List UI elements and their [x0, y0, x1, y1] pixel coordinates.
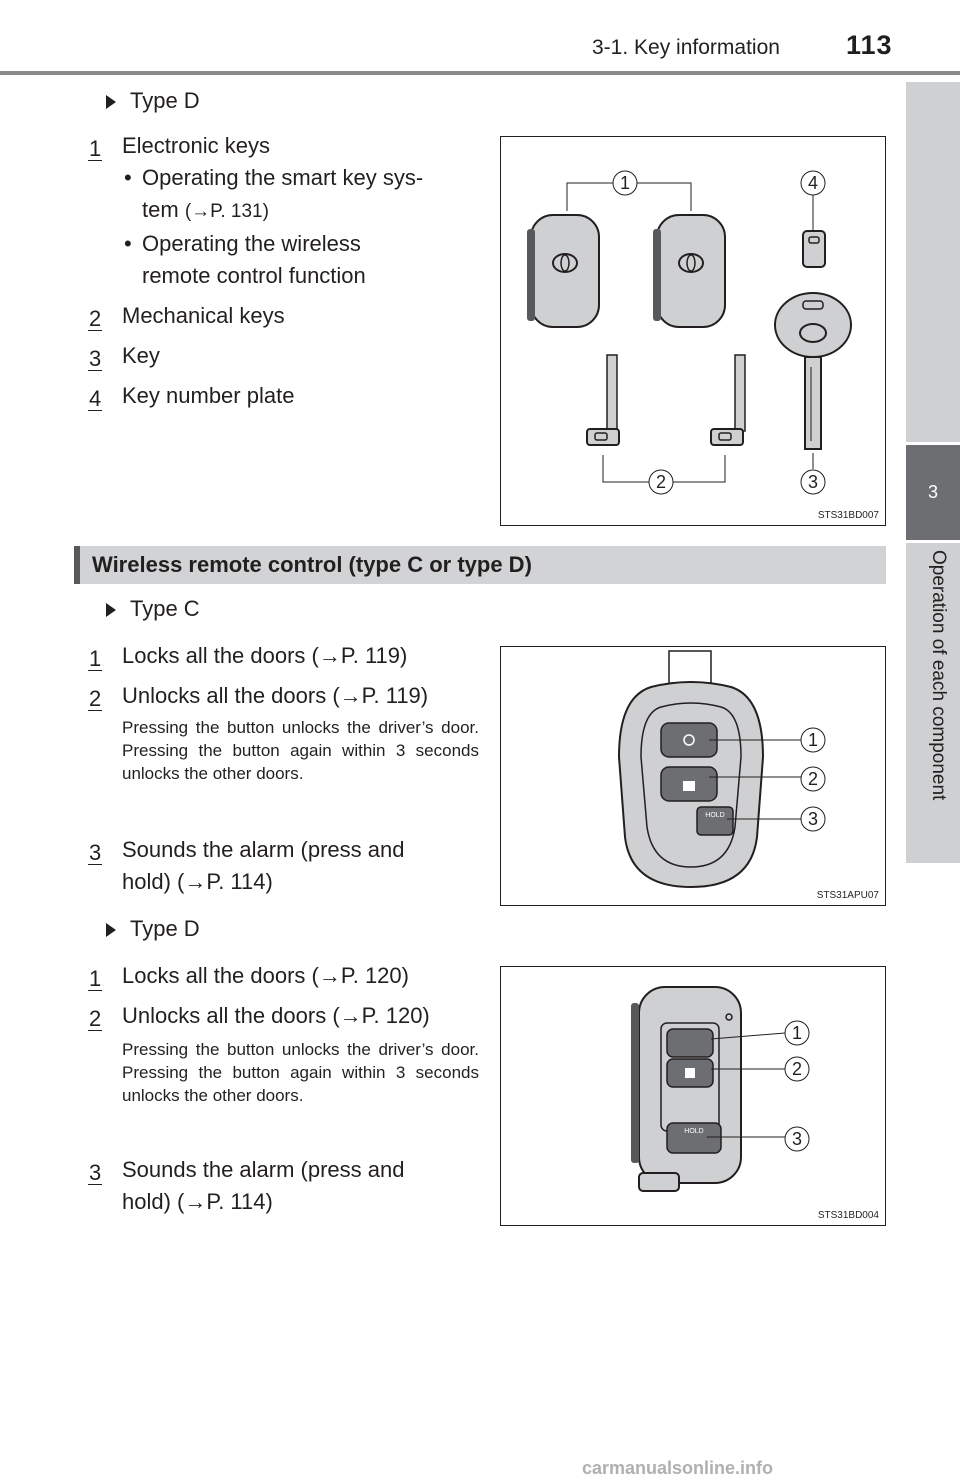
key	[775, 293, 851, 449]
header-section-title: 3-1. Key information	[592, 36, 780, 59]
svg-text:2: 2	[807, 769, 819, 789]
mechanical-key-left	[587, 355, 619, 445]
item-text: Key	[122, 343, 160, 368]
item-number: 1	[89, 136, 102, 161]
svg-text:1: 1	[791, 1023, 803, 1043]
section-title: Wireless remote control (type C or type D)	[92, 552, 532, 577]
type-d-remote-heading: Type D	[106, 916, 200, 942]
watermark: carmanualsonline.info	[582, 1458, 774, 1478]
item-number: 4	[89, 386, 102, 411]
svg-text:3: 3	[807, 809, 819, 829]
svg-text:2: 2	[791, 1059, 803, 1079]
item-number: 2	[89, 1006, 102, 1031]
smart-key-right	[653, 215, 725, 327]
callout-1	[785, 1021, 809, 1045]
item-number: 2	[89, 686, 102, 711]
callout-3	[801, 807, 825, 831]
side-tab-label: Operation of each component	[928, 550, 949, 801]
figure-code: STS31BD004	[817, 1210, 879, 1221]
mechanical-key-right	[711, 355, 745, 445]
callout-3	[801, 470, 825, 494]
smart-key-left	[527, 215, 599, 327]
item-text: Locks all the doors (→P. 119)	[122, 643, 408, 668]
svg-text:1: 1	[619, 173, 631, 193]
item-number: 1	[89, 646, 102, 671]
item-number: 3	[89, 346, 102, 371]
type-c-heading: Type C	[106, 596, 200, 622]
figure-code: STS31BD007	[817, 510, 879, 521]
svg-text:3: 3	[807, 472, 819, 492]
triangle-bullet-icon	[106, 603, 116, 617]
item-text: Unlocks all the doors (→P. 120)	[122, 1003, 430, 1028]
item-text: Locks all the doors (→P. 120)	[122, 963, 409, 988]
callout-3	[785, 1127, 809, 1151]
svg-text:HOLD: HOLD	[705, 812, 725, 819]
svg-text:3: 3	[791, 1129, 803, 1149]
header-rule	[0, 71, 960, 75]
callout-1	[613, 171, 637, 195]
item-number: 3	[89, 840, 102, 865]
callout-1	[801, 728, 825, 752]
figure-code: STS31APU07	[816, 890, 879, 901]
type-d-remote-illustration	[501, 967, 885, 1225]
item-text: Sounds the alarm (press and hold) (→P. 114)	[122, 1157, 405, 1214]
svg-text:2: 2	[655, 472, 667, 492]
item-number: 2	[89, 306, 102, 331]
sub-item: • Operating the wireless remote control function	[124, 231, 366, 288]
remote-d-body	[631, 987, 741, 1191]
side-tab-upper	[906, 82, 960, 442]
remote-c-body	[619, 651, 763, 887]
svg-text:HOLD: HOLD	[684, 1128, 704, 1135]
callout-2	[785, 1057, 809, 1081]
note-text: Pressing the button unlocks the driver’s door. Pressing the button again within 3 seconds unlocks the other doors.	[122, 718, 479, 783]
side-tab-chapter-number: 3	[906, 445, 960, 540]
section-heading-bar	[74, 546, 886, 584]
key-number-plate	[803, 231, 825, 267]
type-d-remote-figure	[500, 966, 886, 1226]
keys-figure	[500, 136, 886, 526]
type-c-remote-illustration	[501, 647, 885, 905]
item-text: Unlocks all the doors (→P. 119)	[122, 683, 429, 708]
section-bar-edge	[74, 546, 80, 584]
page-number: 113	[846, 30, 893, 60]
callout-2	[649, 470, 673, 494]
callout-2	[801, 767, 825, 791]
item-text: Key number plate	[122, 383, 295, 408]
note-text: Pressing the button unlocks the driver’s door. Pressing the button again within 3 seconds unlocks the other doors.	[122, 1040, 479, 1105]
callout-4	[801, 171, 825, 195]
triangle-bullet-icon	[106, 923, 116, 937]
item-text: Electronic keys	[122, 133, 270, 158]
item-text: Sounds the alarm (press and hold) (→P. 114)	[122, 837, 405, 894]
type-c-remote-figure	[500, 646, 886, 906]
sub-item: • Operating the smart key sys- tem (→P. 131)	[124, 165, 424, 222]
type-d-heading: Type D	[106, 88, 200, 114]
item-number: 1	[89, 966, 102, 991]
item-number: 3	[89, 1160, 102, 1185]
item-text: Mechanical keys	[122, 303, 285, 328]
svg-text:1: 1	[807, 730, 819, 750]
svg-text:4: 4	[807, 173, 819, 193]
triangle-bullet-icon	[106, 95, 116, 109]
keys-illustration	[501, 137, 885, 525]
